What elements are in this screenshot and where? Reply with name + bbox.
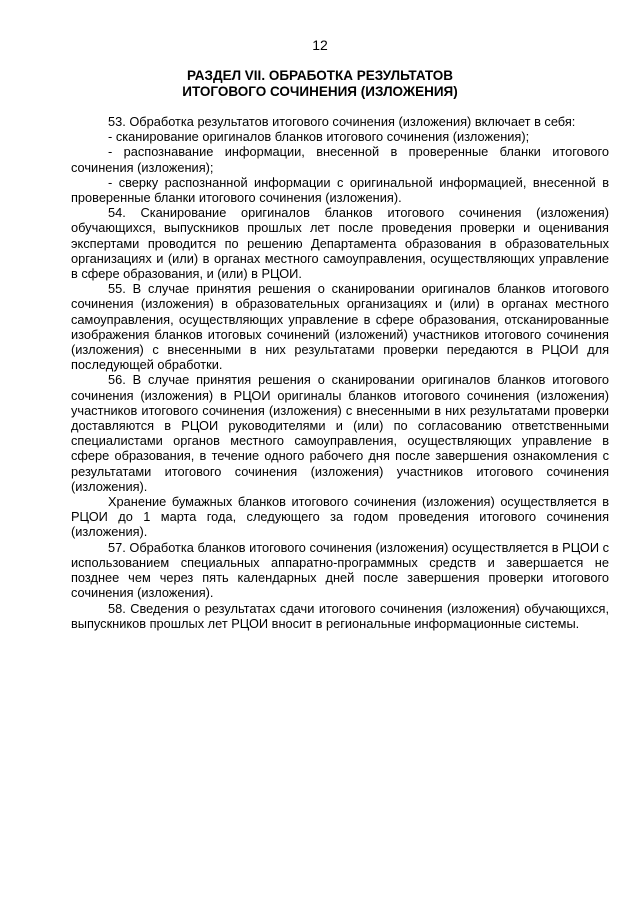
page-number: 12 (312, 37, 328, 53)
section-title-line-1: РАЗДЕЛ VII. ОБРАБОТКА РЕЗУЛЬТАТОВ (186, 68, 454, 83)
section-title (40, 68, 600, 100)
list-item-verification: - сверку распознанной информации с оригинальной информацией, внесенной в проверенные бланки итогового сочинения (изложения). (71, 174, 609, 206)
list-item-scanning: - сканирование оригиналов бланков итогового сочинения (изложения); (108, 129, 530, 145)
section-title-line-2: ИТОГОВОГО СОЧИНЕНИЯ (ИЗЛОЖЕНИЯ) (182, 84, 458, 99)
paragraph-56: 56. В случае принятия решения о сканировании оригиналов бланков итогового сочинения (изложения) в РЦОИ оригиналы бланков итогового сочинения (изложения) участников итогового сочинения (изложения) с внесенными в них результатами проверки доставляются в РЦОИ руководителями и (или) по согласованию ответственными специалистами органов местного самоуправления, осуществляющих управление в сфере образования, в течение одного рабочего дня после завершения ознакомления с результатами итогового сочинения (изложения) участников итогового сочинения (изложения). (71, 372, 609, 494)
paragraph-58: 58. Сведения о результатах сдачи итогового сочинения (изложения) обучающихся, выпускников прошлых лет РЦОИ вносит в региональные информационные системы. (71, 600, 609, 631)
paragraph-storage: Хранение бумажных бланков итогового сочинения (изложения) осуществляется в РЦОИ до 1 марта года, следующего за годом проведения итогового сочинения (изложения). (71, 494, 609, 540)
paragraph-57: 57. Обработка бланков итогового сочинения (изложения) осуществляется в РЦОИ с использованием специальных аппаратно-программных средств и завершается не позднее чем через пять календарных дней после завершения проверки итогового сочинения (изложения). (71, 539, 609, 601)
paragraph-54: 54. Сканирование оригиналов бланков итогового сочинения (изложения) обучающихся, выпускников прошлых лет после проведения проверки и оценивания экспертами проводится по решению Департамента образования в образовательных организациях и (или) в органах местного самоуправления, осуществляющих управление в сфере образования, и (или) в РЦОИ. (71, 205, 609, 282)
document-body (71, 114, 609, 631)
paragraph-53: 53. Обработка результатов итогового сочинения (изложения) включает в себя: (108, 114, 576, 129)
list-item-recognition: - распознавание информации, внесенной в проверенные бланки итогового сочинения (изложения); (71, 144, 609, 175)
paragraph-55: 55. В случае принятия решения о сканировании оригиналов бланков итогового сочинения (изложения) в образовательных организациях и (или) в органах местного самоуправления, осуществляющих управление в сфере образования, отсканированные изображения бланков итоговых сочинений (изложений) участников итогового сочинения (изложения) с внесенными в них результатами проверки передаются в РЦОИ для последующей обработки. (71, 281, 609, 373)
